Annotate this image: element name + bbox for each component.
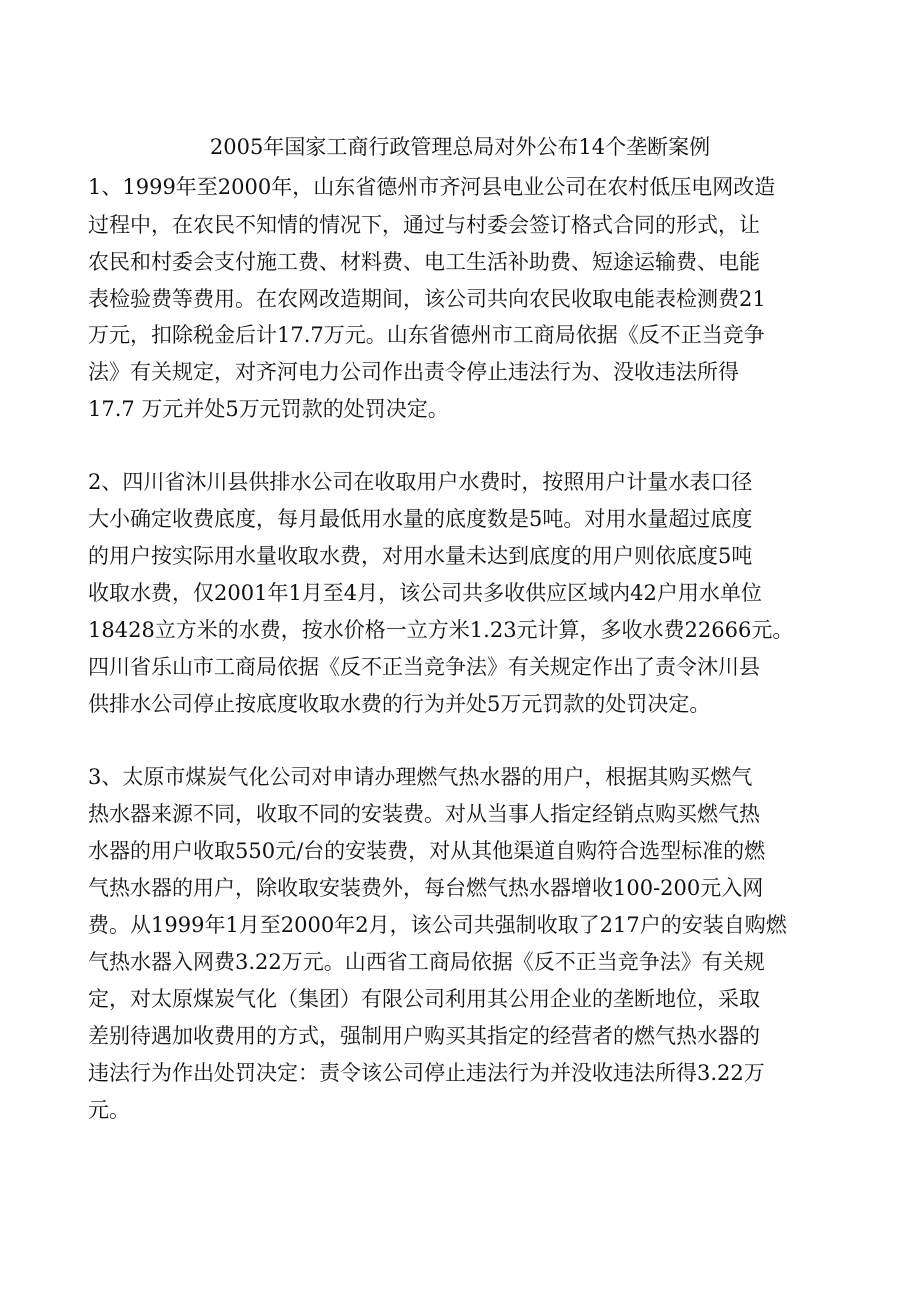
paragraph-3-line: 水器的用户收取550元/台的安装费，对从其他渠道自购符合选型标准的燃 bbox=[88, 839, 766, 863]
paragraph-3-line: 费。从1999年1月至2000年2月，该公司共强制收取了217户的安装自购燃 bbox=[88, 913, 787, 937]
paragraph-2-line: 收取水费，仅2001年1月至4月，该公司共多收供应区域内42户用水单位 bbox=[88, 581, 762, 605]
paragraph-3-line: 定，对太原煤炭气化（集团）有限公司利用其公用企业的垄断地位，采取 bbox=[88, 987, 760, 1011]
paragraph-2-line: 2、四川省沐川县供排水公司在收取用户水费时，按照用户计量水表口径 bbox=[88, 470, 753, 494]
paragraph-1-line: 17.7 万元并处5万元罚款的处罚决定。 bbox=[88, 397, 449, 421]
paragraph-1-line: 表检验费等费用。在农网改造期间，该公司共向农民收取电能表检测费21 bbox=[88, 287, 766, 311]
paragraph-1-line: 万元，扣除税金后计17.7万元。山东省德州市工商局依据《反不正当竞争 bbox=[88, 323, 765, 347]
document-title: 2005年国家工商行政管理总局对外公布14个垄断案例 bbox=[209, 135, 711, 159]
paragraph-3-line: 差别待遇加收费用的方式，强制用户购买其指定的经营者的燃气热水器的 bbox=[88, 1024, 760, 1048]
paragraph-1-line: 1、1999年至2000年，山东省德州市齐河县电业公司在农村低压电网改造 bbox=[88, 175, 776, 199]
paragraph-2-line: 的用户按实际用水量收取水费，对用水量未达到底度的用户则依底度5吨 bbox=[88, 544, 753, 568]
paragraph-3-line: 热水器来源不同，收取不同的安装费。对从当事人指定经销点购买燃气热 bbox=[88, 802, 760, 826]
paragraph-1-line: 过程中，在农民不知情的情况下，通过与村委会签订格式合同的形式，让 bbox=[88, 213, 760, 237]
paragraph-2-line: 四川省乐山市工商局依据《反不正当竞争法》有关规定作出了责令沐川县 bbox=[88, 655, 760, 679]
paragraph-3-line: 气热水器的用户，除收取安装费外，每台燃气热水器增收100-200元入网 bbox=[88, 876, 764, 900]
paragraph-3-line: 气热水器入网费3.22万元。山西省工商局依据《反不正当竞争法》有关规 bbox=[88, 950, 765, 974]
paragraph-1-line: 法》有关规定，对齐河电力公司作出责令停止违法行为、没收违法所得 bbox=[88, 360, 739, 384]
paragraph-2-line: 18428立方米的水费，按水价格一立方米1.23元计算，多收水费22666元。 bbox=[88, 618, 794, 642]
paragraph-3-line: 元。 bbox=[88, 1098, 130, 1122]
paragraph-1-line: 农民和村委会支付施工费、材料费、电工生活补助费、短途运输费、电能 bbox=[88, 250, 760, 274]
paragraph-3-line: 违法行为作出处罚决定：责令该公司停止违法行为并没收违法所得3.22万 bbox=[88, 1061, 765, 1085]
paragraph-2-line: 大小确定收费底度，每月最低用水量的底度数是5吨。对用水量超过底度 bbox=[88, 507, 753, 531]
paragraph-3-line: 3、太原市煤炭气化公司对申请办理燃气热水器的用户，根据其购买燃气 bbox=[88, 765, 753, 789]
paragraph-2-line: 供排水公司停止按底度收取水费的行为并处5万元罚款的处罚决定。 bbox=[88, 692, 711, 716]
